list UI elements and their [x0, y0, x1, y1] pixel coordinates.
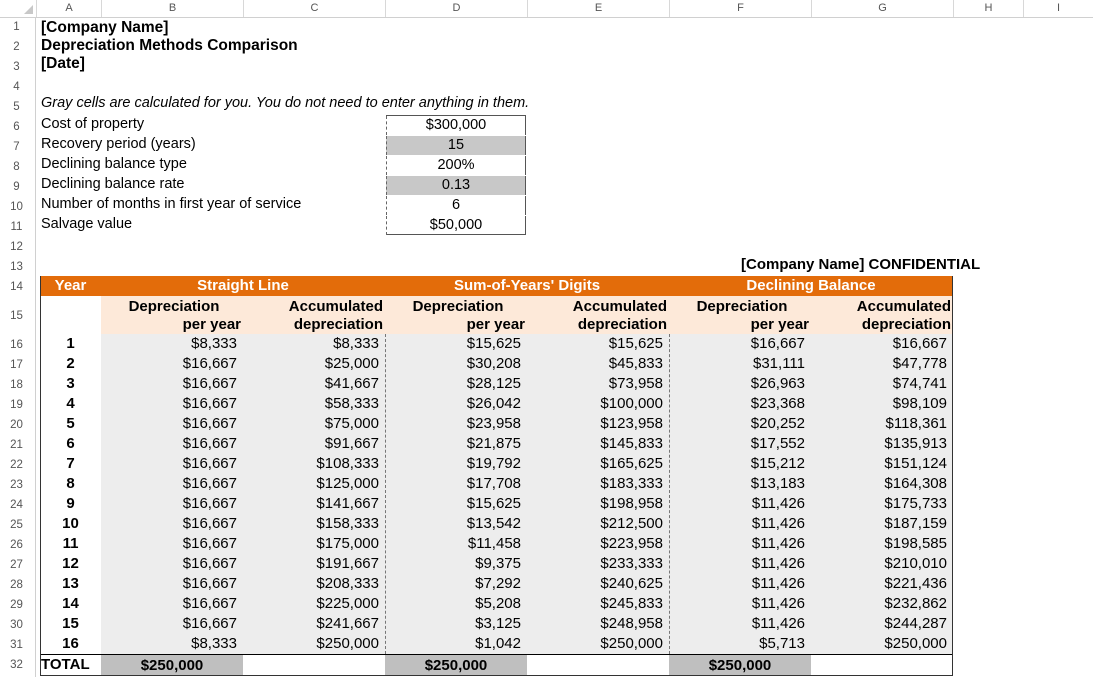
confidential-label: [Company Name] CONFIDENTIAL [741, 256, 981, 273]
syd-acc-cell: $73,958 [608, 375, 663, 392]
straight-line-header: Straight Line [197, 277, 289, 294]
syd-dep-cell: $11,458 [467, 535, 521, 552]
db-total: $250,000 [669, 655, 811, 676]
sl-dep-cell: $16,667 [182, 535, 237, 552]
input-value[interactable]: 200% [386, 156, 526, 175]
row-header-24[interactable]: 24 [10, 499, 23, 511]
db-dep-cell: $11,426 [751, 615, 805, 632]
row-header-15[interactable]: 15 [10, 310, 23, 322]
db-acc-cell: $250,000 [884, 635, 947, 652]
sl-dep-cell: $16,667 [182, 375, 237, 392]
column-header-bar [0, 0, 1093, 18]
db-acc-cell: $210,010 [884, 555, 947, 572]
db-acc-cell: $98,109 [892, 395, 947, 412]
syd-acc-cell: $223,958 [600, 535, 663, 552]
instructions-note: Gray cells are calculated for you. You do not need to enter anything in them. [41, 95, 530, 111]
syd-acc-cell: $183,333 [600, 475, 663, 492]
row-header-17[interactable]: 17 [10, 359, 23, 371]
syd-dep-cell: $9,375 [475, 555, 521, 572]
year-cell: 1 [66, 335, 75, 352]
db-dep-cell: $20,252 [750, 415, 805, 432]
db-acc-cell: $135,913 [884, 435, 947, 452]
syd-acc-cell: $123,958 [600, 415, 663, 432]
depreciation-per-year-header: Depreciation [412, 298, 504, 315]
row-header-31[interactable]: 31 [10, 639, 23, 651]
column-header-i[interactable]: I [1023, 0, 1093, 17]
year-cell: 8 [66, 475, 75, 492]
sl-dep-cell: $16,667 [182, 455, 237, 472]
db-dep-cell: $31,111 [753, 355, 805, 372]
year-cell: 16 [62, 635, 79, 652]
sl-dep-cell: $16,667 [182, 495, 237, 512]
db-dep-cell: $23,368 [750, 395, 805, 412]
db-dep-cell: $11,426 [751, 515, 805, 532]
sl-acc-cell: $75,000 [324, 415, 379, 432]
db-dep-cell: $16,667 [750, 335, 805, 352]
year-header: Year [54, 277, 87, 294]
row-header-22[interactable]: 22 [10, 459, 23, 471]
input-value[interactable]: 6 [386, 196, 526, 215]
sl-acc-cell: $225,000 [316, 595, 379, 612]
syd-acc-cell: $45,833 [608, 355, 663, 372]
syd-dep-cell: $5,208 [475, 595, 521, 612]
input-value[interactable]: $300,000 [386, 116, 526, 135]
year-cell: 2 [66, 355, 75, 372]
row-header-4[interactable]: 4 [13, 81, 20, 93]
db-acc-cell: $118,361 [885, 415, 947, 432]
row-header-14[interactable]: 14 [10, 281, 23, 293]
db-dep-cell: $15,212 [750, 455, 805, 472]
syd-dep-cell: $15,625 [466, 495, 521, 512]
accumulated-depreciation-header: Accumulated [856, 298, 951, 315]
input-label: Number of months in first year of service [41, 196, 302, 212]
row-header-2[interactable]: 2 [13, 41, 20, 53]
syd-dep-cell: $23,958 [466, 415, 521, 432]
sl-acc-cell: $58,333 [324, 395, 379, 412]
syd-dep-cell: $17,708 [466, 475, 521, 492]
input-value: 15 [386, 136, 526, 155]
declining-balance-header: Declining Balance [746, 277, 876, 294]
column-header-c[interactable]: C [243, 0, 385, 17]
syd-acc-cell: $240,625 [600, 575, 663, 592]
syd-dep-cell: $1,042 [475, 635, 521, 652]
row-header-20[interactable]: 20 [10, 419, 23, 431]
sl-acc-cell: $175,000 [316, 535, 379, 552]
year-cell: 3 [66, 375, 75, 392]
row-header-30[interactable]: 30 [10, 619, 23, 631]
row-header-23[interactable]: 23 [10, 479, 23, 491]
syd-dep-cell: $28,125 [466, 375, 521, 392]
year-cell: 10 [62, 515, 79, 532]
sl-acc-cell: $250,000 [316, 635, 379, 652]
year-cell: 4 [66, 395, 75, 412]
year-cell: 5 [66, 415, 75, 432]
syd-header: Sum-of-Years' Digits [453, 277, 601, 294]
sl-acc-cell: $41,667 [324, 375, 379, 392]
depreciation-per-year-header: per year [750, 316, 809, 333]
db-dep-cell: $17,552 [750, 435, 805, 452]
sl-dep-cell: $16,667 [182, 615, 237, 632]
row-header-8[interactable]: 8 [13, 161, 20, 173]
year-cell: 7 [66, 455, 75, 472]
db-dep-cell: $11,426 [751, 555, 805, 572]
row-header-19[interactable]: 19 [10, 399, 23, 411]
row-header-11[interactable]: 11 [10, 221, 23, 233]
sl-acc-cell: $191,667 [316, 555, 379, 572]
total-label: TOTAL [41, 656, 90, 673]
row-header-32[interactable]: 32 [10, 659, 23, 671]
column-header-d[interactable]: D [385, 0, 527, 17]
depreciation-per-year-header: per year [466, 316, 525, 333]
sl-dep-cell: $16,667 [182, 575, 237, 592]
row-header-1[interactable]: 1 [13, 21, 20, 33]
db-dep-cell: $11,426 [751, 595, 805, 612]
syd-acc-cell: $145,833 [600, 435, 663, 452]
syd-acc-cell: $15,625 [608, 335, 663, 352]
sl-dep-cell: $8,333 [191, 335, 237, 352]
row-header-16[interactable]: 16 [10, 339, 23, 351]
year-cell: 12 [62, 555, 79, 572]
sl-dep-cell: $8,333 [191, 635, 237, 652]
year-cell: 15 [62, 615, 79, 632]
sl-acc-cell: $208,333 [316, 575, 379, 592]
column-header-b[interactable]: B [101, 0, 243, 17]
db-acc-cell: $164,308 [884, 475, 947, 492]
syd-acc-cell: $165,625 [600, 455, 663, 472]
row-header-28[interactable]: 28 [10, 579, 23, 591]
accumulated-depreciation-header: depreciation [577, 316, 667, 333]
db-acc-cell: $74,741 [892, 375, 947, 392]
sl-dep-cell: $16,667 [182, 555, 237, 572]
sl-dep-cell: $16,667 [182, 355, 237, 372]
column-header-h[interactable]: H [953, 0, 1023, 17]
year-cell: 14 [62, 595, 79, 612]
input-label: Declining balance type [41, 156, 187, 172]
db-acc-cell: $187,159 [884, 515, 947, 532]
db-acc-cell: $221,436 [884, 575, 947, 592]
syd-dep-cell: $15,625 [466, 335, 521, 352]
year-cell: 11 [62, 535, 79, 552]
date-label: [Date] [41, 55, 85, 72]
db-acc-cell: $16,667 [892, 335, 947, 352]
year-cell: 6 [66, 435, 75, 452]
syd-acc-cell: $248,958 [600, 615, 663, 632]
db-acc-cell: $198,585 [884, 535, 947, 552]
syd-acc-cell: $212,500 [600, 515, 663, 532]
sl-acc-cell: $241,667 [316, 615, 379, 632]
sheet-title: Depreciation Methods Comparison [41, 37, 298, 54]
sl-dep-cell: $16,667 [182, 595, 237, 612]
db-acc-cell: $175,733 [884, 495, 947, 512]
db-dep-cell: $11,426 [751, 575, 805, 592]
sl-dep-cell: $16,667 [182, 515, 237, 532]
row-header-25[interactable]: 25 [10, 519, 23, 531]
row-header-12[interactable]: 12 [10, 241, 23, 253]
row-header-5[interactable]: 5 [13, 101, 20, 113]
sl-acc-cell: $108,333 [316, 455, 379, 472]
sl-acc-cell: $125,000 [316, 475, 379, 492]
db-dep-cell: $11,426 [751, 495, 805, 512]
input-label: Declining balance rate [41, 176, 185, 192]
sl-dep-cell: $16,667 [182, 395, 237, 412]
row-header-13[interactable]: 13 [10, 261, 23, 273]
row-header-9[interactable]: 9 [13, 181, 20, 193]
input-value: 0.13 [386, 176, 526, 195]
syd-dep-cell: $7,292 [475, 575, 521, 592]
row-header-10[interactable]: 10 [10, 201, 23, 213]
input-label: Cost of property [41, 116, 145, 132]
db-acc-cell: $244,287 [884, 615, 947, 632]
row-header-27[interactable]: 27 [10, 559, 23, 571]
row-header-26[interactable]: 26 [10, 539, 23, 551]
accumulated-depreciation-header: Accumulated [572, 298, 667, 315]
input-label: Recovery period (years) [41, 136, 196, 152]
db-acc-cell: $47,778 [892, 355, 947, 372]
sl-acc-cell: $141,667 [316, 495, 379, 512]
company-name: [Company Name] [41, 19, 169, 36]
column-header-g[interactable]: G [811, 0, 953, 17]
syd-acc-cell: $245,833 [600, 595, 663, 612]
db-dep-cell: $5,713 [759, 635, 805, 652]
db-acc-cell: $151,124 [884, 455, 947, 472]
year-cell: 13 [62, 575, 79, 592]
db-acc-cell: $232,862 [884, 595, 947, 612]
year-cell: 9 [66, 495, 75, 512]
select-all-corner[interactable] [0, 0, 36, 17]
syd-acc-cell: $250,000 [600, 635, 663, 652]
syd-total: $250,000 [385, 655, 527, 676]
sl-dep-cell: $16,667 [182, 435, 237, 452]
row-header-7[interactable]: 7 [13, 141, 20, 153]
syd-acc-cell: $233,333 [600, 555, 663, 572]
sl-dep-cell: $16,667 [182, 475, 237, 492]
syd-dep-cell: $19,792 [466, 455, 521, 472]
sl-acc-cell: $8,333 [333, 335, 379, 352]
row-header-29[interactable]: 29 [10, 599, 23, 611]
sl-acc-cell: $158,333 [316, 515, 379, 532]
depreciation-per-year-header: per year [182, 316, 241, 333]
syd-acc-cell: $198,958 [600, 495, 663, 512]
sl-dep-cell: $16,667 [182, 415, 237, 432]
accumulated-depreciation-header: Accumulated [288, 298, 383, 315]
sl-total: $250,000 [101, 655, 243, 676]
db-dep-cell: $13,183 [750, 475, 805, 492]
db-dep-cell: $26,963 [750, 375, 805, 392]
select-all-icon [24, 5, 33, 14]
row-gutter-divider [35, 17, 36, 677]
table-frame [40, 276, 953, 676]
db-dep-cell: $11,426 [751, 535, 805, 552]
syd-dep-cell: $26,042 [466, 395, 521, 412]
syd-dep-cell: $13,542 [466, 515, 521, 532]
input-label: Salvage value [41, 216, 133, 232]
syd-acc-cell: $100,000 [600, 395, 663, 412]
depreciation-per-year-header: Depreciation [128, 298, 220, 315]
row-header-21[interactable]: 21 [10, 439, 23, 451]
syd-dep-cell: $3,125 [475, 615, 521, 632]
input-value[interactable]: $50,000 [386, 216, 526, 235]
sl-acc-cell: $91,667 [324, 435, 379, 452]
column-header-a[interactable]: A [36, 0, 101, 17]
depreciation-per-year-header: Depreciation [696, 298, 788, 315]
column-header-f[interactable]: F [669, 0, 811, 17]
sl-acc-cell: $25,000 [324, 355, 379, 372]
row-header-18[interactable]: 18 [10, 379, 23, 391]
row-header-6[interactable]: 6 [13, 121, 20, 133]
row-header-3[interactable]: 3 [13, 61, 20, 73]
syd-dep-cell: $21,875 [466, 435, 521, 452]
column-header-e[interactable]: E [527, 0, 669, 17]
syd-dep-cell: $30,208 [466, 355, 521, 372]
accumulated-depreciation-header: depreciation [293, 316, 383, 333]
accumulated-depreciation-header: depreciation [861, 316, 951, 333]
